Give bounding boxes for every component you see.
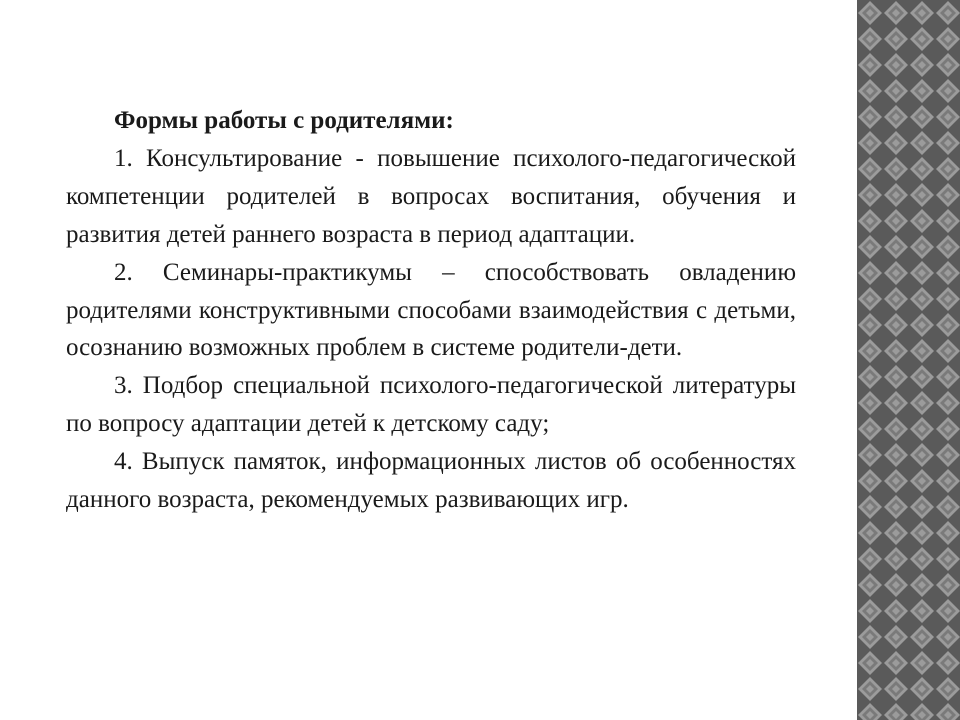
decorative-pattern-strip [857, 0, 960, 720]
slide-heading: Формы работы с родителями: [114, 107, 454, 134]
list-item-literature: 3. Подбор специальной психолого-педагогической литературы по вопросу адаптации детей к детскому саду; [66, 372, 796, 438]
list-item-consulting: 1. Консультирование - повышение психолого-педагогической компетенции родителей в вопросах воспитания, обучения и развития детей раннего возраста в период адаптации. [66, 144, 796, 248]
slide-body [66, 102, 796, 519]
list-item-seminars: 2. Семинары-практикумы – способствовать овладению родителями конструктивными способами взаимодействия с детьми, осознанию возможных проблем в системе родители-дети. [66, 258, 796, 362]
list-item-leaflets: 4. Выпуск памяток, информационных листов об особенностях данного возраста, рекомендуемых развивающих игр. [66, 448, 796, 514]
